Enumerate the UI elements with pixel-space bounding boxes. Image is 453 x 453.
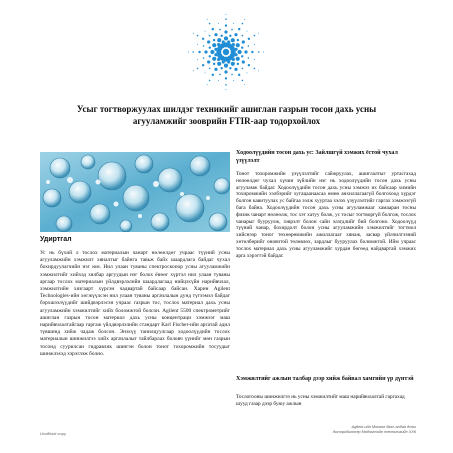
section-heading-water-in-oil: Ходоолүүдийн тосон дахь ус: Зайлшгүй хэмжих ёстой чухал үзүүлэлт bbox=[236, 150, 398, 164]
footer-distributor-note bbox=[306, 425, 416, 435]
section-body-water-in-oil: Тонот тохоромжийн үзүүлэлтийг сайжруулах, ашиглалтыг уртасгахад нөлөөлдөг чухал хүчин зүйлийн нэг нь ходоолүүдийн тосон дахь усны агууламж байдаг. Ходоолүүдийн тосон дахь усны хэмжээ их байсаар химийн тохиромжийн хэлбэрийг хугацаанаасаа өмнө анхиллагаагүй болгохоод хүрдэг болгон кавитуулах ус байгаа ээлж хууртаа хэлэх үзүүлэлтийг гаргах хэмжээгүй бага байна. Ходоолүүдийн тосон дахь усны агууламжааг хамааран тосны физик чанарт нөлөөлж, тос хэт хатуу болж, ус тосыг тогтворгүй болгож, тослох чанарыг бууруулж, зэврэлт болон сайн элэгдлийг бий болгоно. Ходоолүүд түүний чанар, бохирдолт болон усны агууламжийн хэмжилтийг тогтмол хийснээр тоног төхөөрөмжийн ажиллагааг хянаж, засвар үйлчилгээний хөтөлбөрийг оновчтой төлөвлөх, зардлыг бууруулах боломжтой. Ийм учраас тослох материал дахь усны агууламжийг хурдан бөгөөд найдвартай хэмжих арга хэрэгтэй байдаг. bbox=[236, 171, 416, 259]
title-line-2: агууламжийг зооврийн FTIR-аар тодорхойлох bbox=[132, 116, 321, 126]
section-body-field-measurement: Тослогооны шинжилгээ нь усны хэмжилтийг маш нарийвчлалтай гаргахад шууд газар дээр буюу ажлын bbox=[236, 394, 405, 407]
document-title bbox=[40, 103, 413, 127]
introduction-heading: Удиртгал bbox=[40, 236, 72, 243]
footer-left-note: Unofficial copy bbox=[40, 431, 66, 436]
footer-right-line-2: дистрибьютер Мэдээллийн технологийн ХХК bbox=[332, 430, 416, 434]
agilent-spark-logo-icon bbox=[186, 12, 266, 92]
title-line-1: Усыг тогтворжуулах шилдэг техникийг ашиглан газрын тосон дахь усны bbox=[76, 104, 377, 114]
introduction-body: Ус нь бүхий л тослох материалын чанарт нөлөөлдөг учраас түүний усны агууламжийн хэмжилт хяналтыг байнга тавьж байх шаардлага байдаг чухал бохирдуулагчийн нэг юм. Нил улаан туяаны спектроскопор усны агууламжийн хэмжилтийг хийхэд хялбар аргуудын нэг болох ёнөөг хүртэл нил улаан туяаны аргаар тослох материалын үйлдвэрлэлийн шаардлагаад нийцэхүйн нарийвчлал, хэмжилтийн хязгаарт хүрсэн чадвартай байсаар байсан. Харин Agilent Technologies-ийн хөгжүүлсэн нил улаан туяаны аргачлалын дунд түгээмэл байдаг бэрхшээлүүдийг шийдвэрлэсэн учраас газрын тос, тослох материал дахь усны агууламжийн хэмжилтийг хийх боломжтой болсон. Agilent 5500 спектрометрийг ашиглан газрын тосон материал дахь усны концентраци хэмжээг маш нарийвчлалтайгаар гаргаж үйлдвэрлэлийн стандарт Karl Fischer-ийн аргатай адил түвшинд хийж чадаж болсон. Энэхүү танилцуулгаар ходоолүүдийн тослох материалын шинжилгээ хийх аргачлалыг тайлбарлах боловч үүнийг мөн газрын тосонд суурилсан гидравлик шингэн болон тонот тохоромжийн тосуудыг шинжлэхэд хэрэглэж болно. bbox=[40, 250, 230, 357]
footer-right-line-1: Agilent-ийн Монгол дахь албан ёсны bbox=[351, 425, 416, 429]
oil-droplets-photo bbox=[40, 152, 230, 232]
section-heading-field-measurement: Хэмжилтийг ажлын талбар дээр хийж байвал хамгийн үр дүнтэй bbox=[236, 376, 414, 382]
